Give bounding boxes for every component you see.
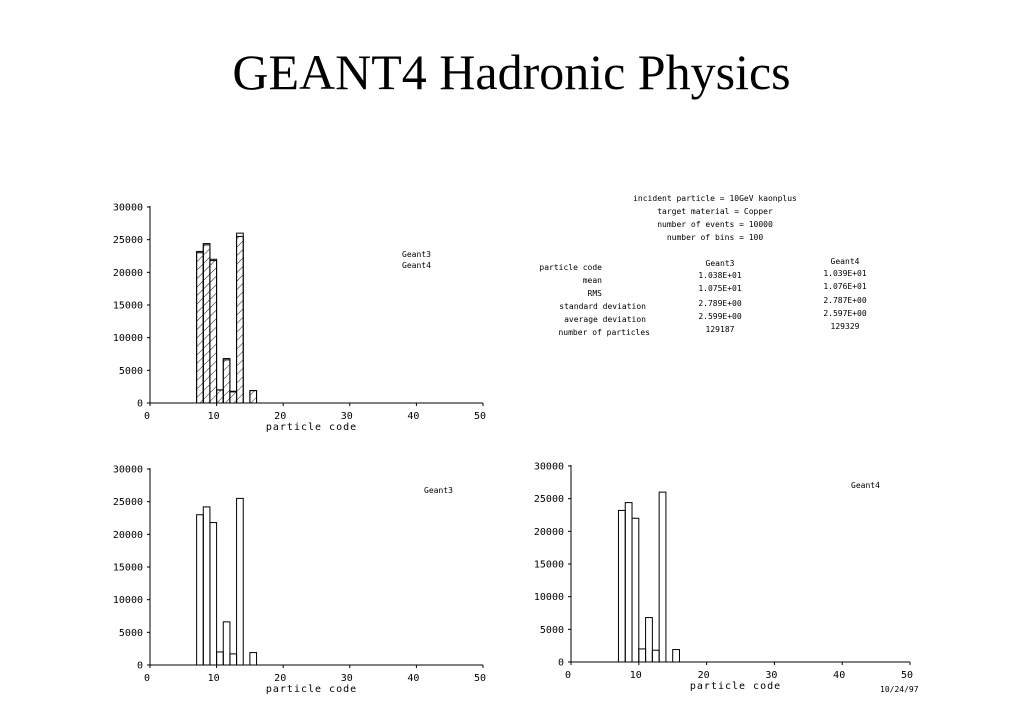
y-tick-label: 20000 — [533, 526, 564, 538]
row-value-geant4: 2.597E+00 — [823, 309, 867, 318]
y-tick-label: 15000 — [112, 300, 143, 312]
x-tick-label: 20 — [274, 411, 287, 422]
x-tick-label: 30 — [340, 411, 353, 422]
x-tick-label: 0 — [143, 673, 151, 684]
slide-title: GEANT4 Hadronic Physics — [232, 44, 791, 100]
bar-geant3-bin-8 — [203, 507, 210, 665]
bar-geant3-bin-15 — [250, 391, 257, 403]
x-axis-label: particle code — [265, 422, 358, 433]
col-header-geant3: Geant3 — [705, 259, 735, 268]
y-tick-label: 10000 — [112, 333, 143, 345]
bar-geant4-bin-12 — [652, 650, 659, 662]
x-tick-label: 30 — [340, 673, 353, 684]
x-tick-label: 20 — [274, 673, 287, 684]
x-axis-label: particle code — [265, 684, 358, 695]
y-tick-label: 0 — [136, 660, 143, 672]
row-value-geant4: 2.787E+00 — [823, 296, 867, 305]
y-tick-label: 0 — [136, 398, 143, 410]
row-value-geant3: 2.599E+00 — [698, 312, 742, 321]
y-tick-label: 25000 — [533, 494, 564, 506]
bar-geant3-bin-11 — [223, 622, 230, 665]
y-tick-label: 15000 — [112, 562, 143, 574]
bar-geant3-bin-13 — [237, 498, 244, 665]
bar-geant3-bin-9 — [210, 261, 217, 403]
bar-geant3-bin-8 — [203, 245, 210, 403]
x-tick-label: 40 — [833, 670, 846, 681]
row-value-geant3: 1.038E+01 — [698, 271, 742, 280]
bar-geant4-bin-9 — [632, 518, 639, 662]
x-tick-label: 20 — [697, 670, 710, 681]
x-tick-label: 0 — [564, 670, 572, 681]
row-value-geant3: 2.789E+00 — [698, 299, 742, 308]
y-tick-label: 25000 — [112, 235, 143, 247]
bar-geant3-bin-15 — [250, 653, 257, 665]
bar-geant4-bin-13 — [659, 492, 666, 662]
y-tick-label: 30000 — [533, 461, 564, 473]
bar-geant3-bin-10 — [217, 390, 224, 403]
y-tick-label: 15000 — [533, 559, 564, 571]
bar-geant3-bin-12 — [230, 654, 237, 665]
y-tick-label: 30000 — [112, 202, 143, 214]
row-label: mean — [582, 276, 602, 285]
bar-geant4-bin-15 — [673, 650, 680, 662]
y-tick-label: 10000 — [112, 595, 143, 607]
y-tick-label: 5000 — [118, 627, 143, 639]
y-tick-label: 20000 — [112, 529, 143, 541]
legend-label: Geant3 — [402, 250, 431, 259]
row-value-geant3: 1.075E+01 — [698, 284, 742, 293]
incident-line: incident particle = 10GeV kaonplus — [633, 194, 797, 203]
bar-geant3-bin-10 — [217, 652, 224, 665]
target-line: target material = Copper — [657, 207, 773, 216]
y-tick-label: 5000 — [539, 624, 564, 636]
row-value-geant4: 1.039E+01 — [823, 269, 867, 278]
bar-geant3-bin-12 — [230, 392, 237, 403]
x-tick-label: 10 — [629, 670, 642, 681]
x-tick-label: 40 — [407, 673, 420, 684]
events-line: number of events = 10000 — [657, 220, 773, 229]
col-header-geant4: Geant4 — [830, 257, 860, 266]
x-axis-label: particle code — [689, 681, 782, 692]
x-tick-label: 30 — [765, 670, 778, 681]
legend-label: Geant3 — [424, 486, 453, 495]
row-label: standard deviation — [559, 302, 646, 311]
bar-geant3-bin-9 — [210, 523, 217, 665]
row-label: number of particles — [558, 328, 650, 337]
x-tick-label: 40 — [407, 411, 420, 422]
x-tick-label: 10 — [207, 411, 220, 422]
histogram-geant4 — [534, 462, 913, 693]
x-tick-label: 50 — [900, 670, 914, 681]
bar-geant4-bin-7 — [618, 510, 625, 662]
y-tick-label: 30000 — [112, 464, 143, 476]
bar-geant4-bin-10 — [639, 649, 646, 662]
x-tick-label: 10 — [207, 673, 220, 684]
legend-label: Geant4 — [402, 261, 431, 270]
x-tick-label: 50 — [473, 673, 487, 684]
row-value-geant4: 129329 — [830, 322, 860, 331]
y-tick-label: 5000 — [118, 365, 143, 377]
bins-line: number of bins = 100 — [666, 233, 764, 242]
bar-geant3-bin-11 — [223, 360, 230, 403]
x-tick-label: 50 — [473, 411, 487, 422]
row-label: particle code — [539, 263, 602, 272]
histogram-comparison — [113, 203, 486, 434]
row-value-geant4: 1.076E+01 — [823, 282, 867, 291]
bar-geant4-bin-11 — [646, 618, 653, 662]
y-tick-label: 0 — [557, 657, 564, 669]
y-tick-label: 10000 — [533, 592, 564, 604]
row-value-geant3: 129187 — [705, 325, 735, 334]
y-tick-label: 25000 — [112, 497, 143, 509]
row-label: average deviation — [564, 315, 646, 324]
date-stamp: 10/24/97 — [880, 685, 919, 694]
row-label: RMS — [587, 289, 602, 298]
legend-label: Geant4 — [851, 481, 880, 490]
histogram-geant3 — [113, 465, 486, 696]
bar-geant3-bin-13 — [237, 236, 244, 403]
bar-geant4-bin-8 — [625, 503, 632, 662]
bar-geant3-bin-7 — [197, 515, 204, 665]
y-tick-label: 20000 — [112, 267, 143, 279]
x-tick-label: 0 — [143, 411, 151, 422]
bar-geant3-bin-7 — [197, 253, 204, 403]
